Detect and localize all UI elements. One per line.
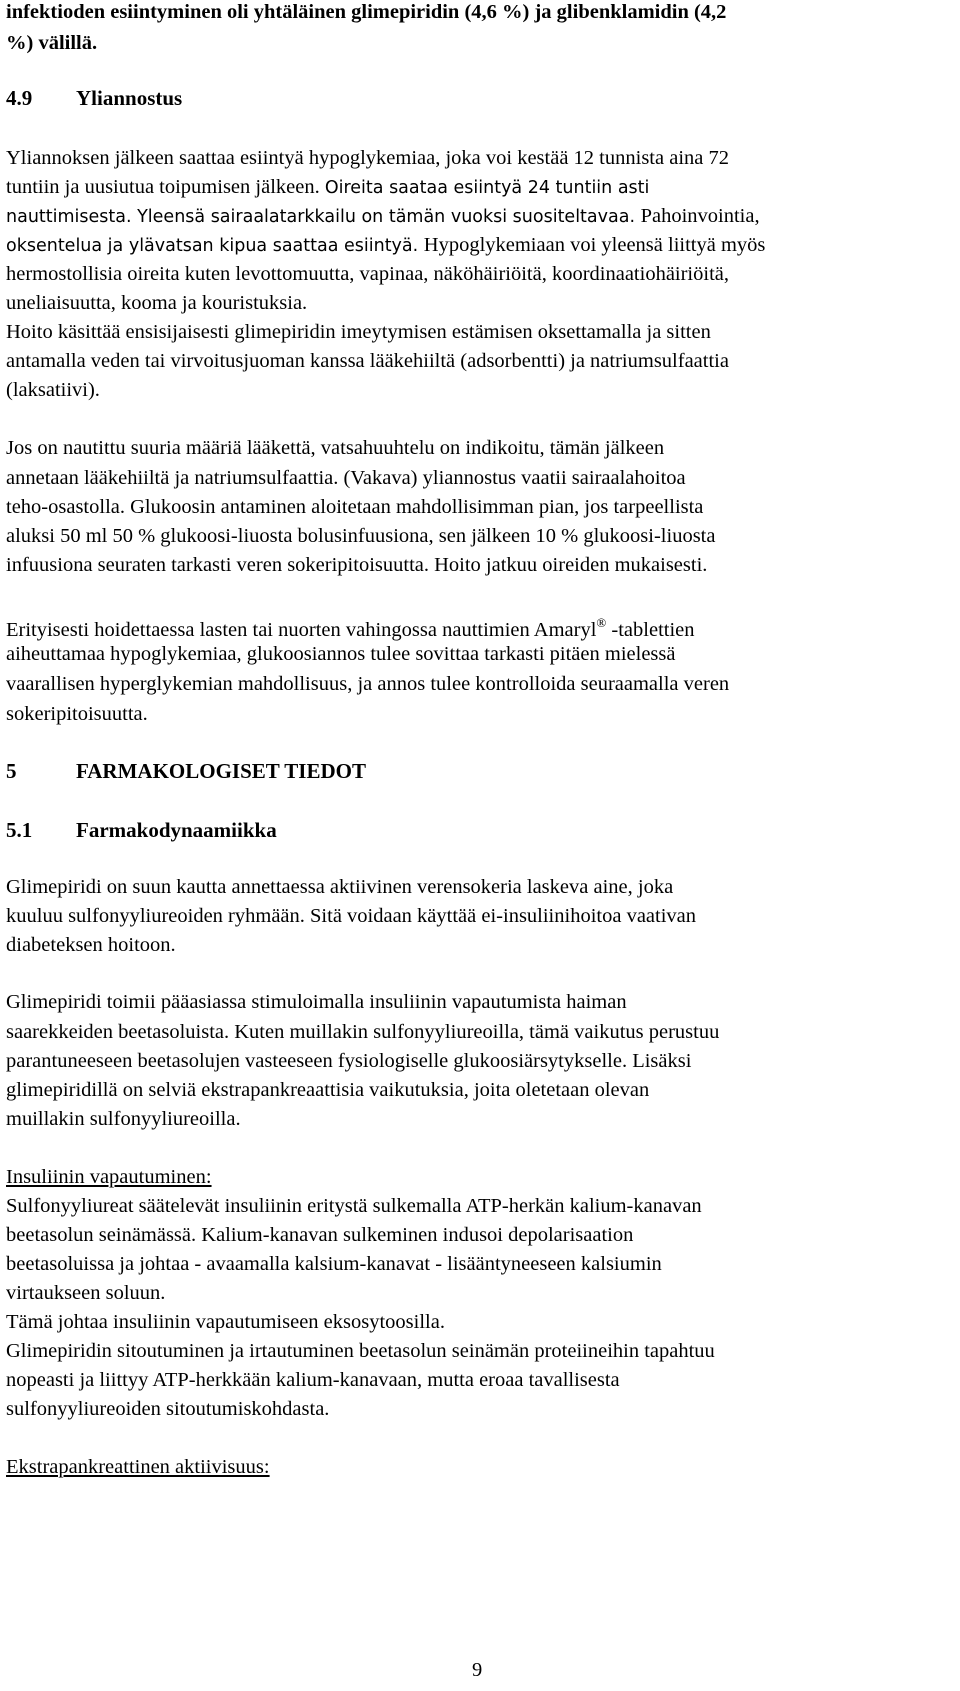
pd-p2-line-1: Glimepiridi toimii pääasiassa stimuloimalla insuliinin vapautumista haiman [6,991,627,1013]
pd-p2-line-3: parantuneeseen beetasolujen vasteeseen fysiologiselle glukoosiärsytykselle. Lisäksi [6,1050,692,1072]
overdose-p2-line-4: aluksi 50 ml 50 % glukoosi-liuosta bolusinfuusiona, sen jälkeen 10 % glukoosi-liuosta [6,525,716,547]
section-number: 4.9 [6,86,33,110]
pd-p2-line-2: saarekkeiden beetasoluista. Kuten muillakin sulfonyyliureoilla, tämä vaikutus perustuu [6,1021,720,1043]
overdose-p2-line-1: Jos on nautittu suuria määriä lääkettä, vatsahuuhtelu on indikoitu, tämän jälkeen [6,437,665,459]
overdose-p1-line-7: Hoito käsittää ensisijaisesti glimepiridin imeytymisen estämisen oksettamalla ja sitten [6,321,711,343]
section-title: Farmakodynaamiikka [76,818,277,842]
pd-p1-line-1: Glimepiridi on suun kautta annettaessa aktiivinen verensokeria laskeva aine, joka [6,876,674,898]
overdose-p1-line-4-serif: Hypoglykemiaan voi yleensä liittyä myös [423,234,766,256]
pd-p2-line-5: muillakin sulfonyyliureoilla. [6,1108,241,1130]
insulin-release-heading: Insuliinin vapautuminen: [6,1166,212,1188]
section-5-1-heading [6,818,277,842]
overdose-p3-line-1-after: -tablettien [606,619,695,641]
insulin-line-8: sulfonyyliureoiden sitoutumiskohdasta. [6,1398,330,1420]
insulin-line-3: beetasoluissa ja johtaa - avaamalla kalsium-kanavat - lisääntyneeseen kalsiumin [6,1253,662,1275]
overdose-p1-line-8: antamalla veden tai virvoitusjuoman kanssa lääkehiiltä (adsorbentti) ja natriumsulfaattia [6,350,729,372]
overdose-p2-line-5: infuusiona seuraten tarkasti veren sokeripitoisuutta. Hoito jatkuu oireiden mukaisesti. [6,554,708,576]
insulin-line-4: virtaukseen soluun. [6,1282,166,1304]
intro-line-2: %) välillä. [6,32,98,54]
overdose-p1-line-1: Yliannoksen jälkeen saattaa esiintyä hypoglykemiaa, joka voi kestää 12 tunnista aina 72 [6,147,729,169]
overdose-p1-line-4 [6,233,765,258]
pd-p1-line-2: kuuluu sulfonyyliureoiden ryhmään. Sitä voidaan käyttää ei-insuliinihoitoa vaativan [6,905,697,927]
pd-p2-line-4: glimepiridillä on selviä ekstrapankreaattisia vaikutuksia, joita oletetaan olevan [6,1079,650,1101]
overdose-p3-line-1 [6,611,695,642]
overdose-p1-line-4-sans: oksentelua ja ylävatsan kipua saattaa esiintyä. [6,236,424,256]
overdose-p1-line-9: (laksatiivi). [6,379,100,401]
overdose-p1-line-2 [6,175,649,200]
extrapancreatic-heading: Ekstrapankreattinen aktiivisuus: [6,1456,270,1478]
section-5-heading [6,759,366,783]
registered-mark: ® [596,615,607,630]
section-number: 5 [6,759,17,783]
overdose-p2-line-2: annetaan lääkehiiltä ja natriumsulfaattia. (Vakava) yliannostus vaatii sairaalahoitoa [6,467,686,489]
insulin-line-1: Sulfonyyliureat säätelevät insuliinin eritystä sulkemalla ATP-herkän kalium-kanavan [6,1195,702,1217]
section-title: FARMAKOLOGISET TIEDOT [76,759,366,783]
insulin-line-5: Tämä johtaa insuliinin vapautumiseen eksosytoosilla. [6,1311,445,1333]
section-number: 5.1 [6,818,33,842]
overdose-p3-line-4: sokeripitoisuutta. [6,703,148,725]
overdose-p1-line-6: uneliaisuutta, kooma ja kouristuksia. [6,292,308,314]
insulin-line-2: beetasolun seinämässä. Kalium-kanavan sulkeminen indusoi depolarisaation [6,1224,634,1246]
overdose-p1-line-3-sans: nauttimisesta. Yleensä sairaalatarkkailu on tämän vuoksi suositeltavaa. [6,207,641,227]
overdose-p3-line-1-before: Erityisesti hoidettaessa lasten tai nuorten vahingossa nauttimien Amaryl [6,619,597,641]
intro-line-1: infektioden esiintyminen oli yhtäläinen glimepiridin (4,6 %) ja glibenklamidin (4,2 [6,1,727,23]
page-number: 9 [472,1659,483,1681]
overdose-p1-line-5: hermostollisia oireita kuten levottomuutta, vapinaa, näköhäiriöitä, koordinaatiohäiriöitä, [6,263,729,285]
section-title: Yliannostus [76,86,183,110]
section-4-9-heading [6,86,182,110]
overdose-p3-line-3: vaarallisen hyperglykemian mahdollisuus, ja annos tulee kontrolloida seuraamalla veren [6,673,730,695]
overdose-p1-line-2-sans: Oireita saataa esiintyä 24 tuntiin asti [324,178,650,198]
overdose-p1-line-2-text: tuntiin ja uusiutua toipumisen jälkeen. [6,176,325,198]
overdose-p1-line-3-serif: Pahoinvointia, [640,205,760,227]
insulin-line-7: nopeasti ja liittyy ATP-herkkään kalium-kanavaan, mutta eroaa tavallisesta [6,1369,620,1391]
overdose-p2-line-3: teho-osastolla. Glukoosin antaminen aloitetaan mahdollisimman pian, jos tarpeellista [6,496,704,518]
insulin-line-6: Glimepiridin sitoutuminen ja irtautuminen beetasolun seinämän proteiineihin tapahtuu [6,1340,715,1362]
overdose-p1-line-3 [6,204,760,229]
overdose-p3-line-2: aiheuttamaa hypoglykemiaa, glukoosiannos tulee sovittaa tarkasti pitäen mielessä [6,643,676,665]
pd-p1-line-3: diabeteksen hoitoon. [6,934,176,956]
